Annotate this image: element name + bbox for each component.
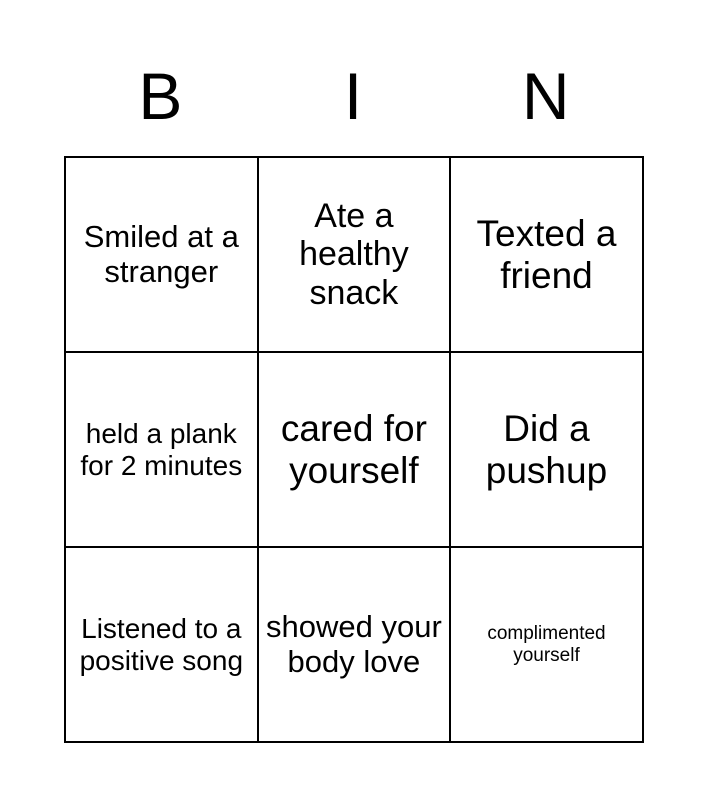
bingo-cell[interactable]: held a plank for 2 minutes — [65, 352, 258, 547]
bingo-header-letter-0: B — [138, 59, 183, 133]
bingo-header-letter-2: N — [521, 59, 570, 133]
bingo-cell[interactable]: Did a pushup — [450, 352, 643, 547]
bingo-row — [65, 547, 643, 742]
bingo-row — [65, 352, 643, 547]
bingo-row — [65, 157, 643, 352]
bingo-card — [64, 0, 642, 743]
bingo-cell[interactable]: showed your body love — [258, 547, 451, 742]
bingo-cell[interactable]: Smiled at a stranger — [65, 157, 258, 352]
bingo-cell[interactable]: complimented yourself — [450, 547, 643, 742]
bingo-cell[interactable]: cared for yourself — [258, 352, 451, 547]
bingo-header-row — [64, 58, 642, 134]
bingo-cell[interactable]: Ate a healthy snack — [258, 157, 451, 352]
bingo-grid — [64, 156, 644, 743]
bingo-cell[interactable]: Texted a friend — [450, 157, 643, 352]
bingo-cell[interactable]: Listened to a positive song — [65, 547, 258, 742]
bingo-header-letter-1: I — [343, 59, 363, 133]
